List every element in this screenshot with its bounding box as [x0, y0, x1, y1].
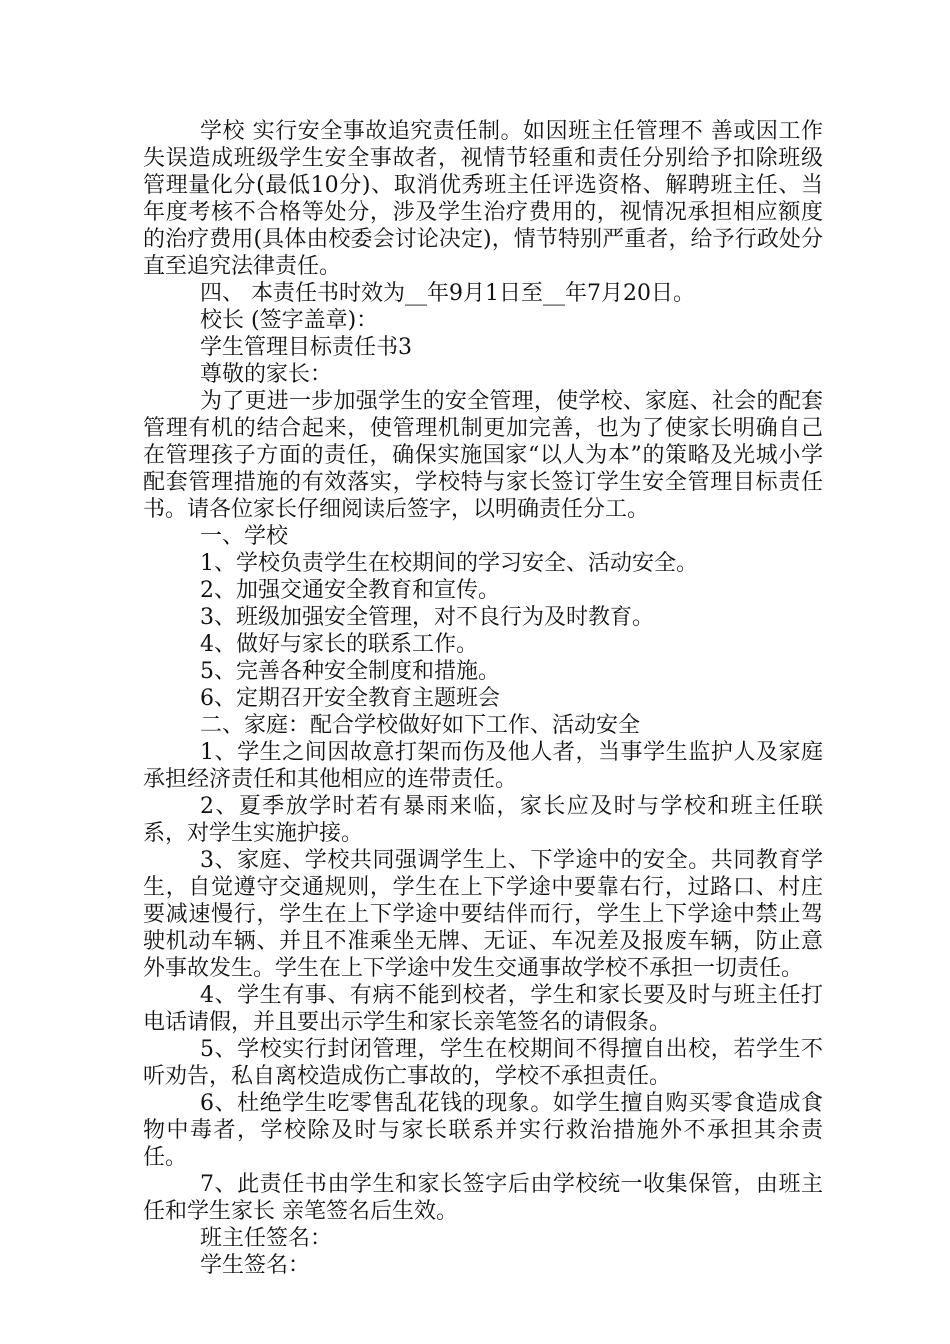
- family-item-6: 6、杜绝学生吃零售乱花钱的现象。如学生擅自购买零食造成食物中毒者，学校除及时与家长联系并实行救治措施外不承担其余责任。: [143, 1091, 823, 1170]
- document-page: [143, 118, 823, 1279]
- school-item-3: 3、班级加强安全管理，对不良行为及时教育。: [200, 605, 654, 630]
- document-subtitle: 学生管理目标责任书3: [200, 335, 412, 360]
- family-item-7: 7、此责任书由学生和家长签字后由学校统一收集保管，由班主任和学生家长 亲笔签名后生效。: [143, 1172, 823, 1224]
- school-item-6: 6、定期召开安全教育主题班会: [200, 686, 500, 711]
- school-item-5: 5、完善各种安全制度和措施。: [200, 659, 500, 684]
- paragraph-principal-signature: 校长 (签字盖章)：: [200, 308, 379, 333]
- family-item-2: 2、夏季放学时若有暴雨来临，家长应及时与学校和班主任联系，对学生实施护接。: [143, 794, 823, 846]
- section-heading-family: 二、家庭：配合学校做好如下工作、活动安全: [200, 713, 641, 738]
- family-item-1: 1、学生之间因故意打架而伤及他人者，当事学生监护人及家庭承担经济责任和其他相应的连带责任。: [143, 740, 823, 792]
- family-item-4: 4、学生有事、有病不能到校者，学生和家长要及时与班主任打电话请假，并且要出示学生和家长亲笔签名的请假条。: [143, 983, 823, 1035]
- paragraph-introduction: 为了更进一步加强学生的安全管理，使学校、家庭、社会的配套管理有机的结合起来，使管理机制更加完善，也为了使家长明确自己在管理孩子方面的责任，确保实施国家“以人为本”的策略及光城小学配套管理措施的有效落实，学校特与家长签订学生安全管理目标责任书。请各位家长仔细阅读后签字，以明确责任分工。: [143, 389, 823, 522]
- school-item-4: 4、做好与家长的联系工作。: [200, 632, 478, 657]
- paragraph-school-liability: 学校 实行安全事故追究责任制。如因班主任管理不 善或因工作失误造成班级学生安全事故者，视情节轻重和责任分别给予扣除班级管理量化分(最低10分)、取消优秀班主任评选资格、解聘班主任、当年度考核不合格等处分，涉及学生治疗费用的，视情况承担相应额度的治疗费用(具体由校委会讨论决定)，情节特别严重者，给予行政处分直至追究法律责任。: [143, 119, 823, 279]
- paragraph-validity-period: 四、 本责任书时效为__年9月1日至__年7月20日。: [200, 281, 695, 306]
- section-heading-school: 一、学校: [200, 524, 289, 549]
- head-teacher-signature-line: 班主任签名：: [200, 1226, 333, 1251]
- family-item-5: 5、学校实行封闭管理，学生在校期间不得擅自出校，若学生不听劝告，私自离校造成伤亡事故的，学校不承担责任。: [143, 1037, 823, 1089]
- school-item-1: 1、学校负责学生在校期间的学习安全、活动安全。: [200, 551, 698, 576]
- family-item-3: 3、家庭、学校共同强调学生上、下学途中的安全。共同教育学生，自觉遵守交通规则，学生在上下学途中要靠右行，过路口、村庄要减速慢行，学生在上下学途中要结伴而行，学生上下学途中禁止驾驶机动车辆、并且不准乘坐无牌、无证、车况差及报废车辆，防止意外事故发生。学生在上下学途中发生交通事故学校不承担一切责任。: [143, 848, 823, 981]
- school-item-2: 2、加强交通安全教育和宣传。: [200, 578, 500, 603]
- paragraph-salutation: 尊敬的家长：: [200, 362, 333, 387]
- student-signature-line: 学生签名：: [200, 1253, 311, 1278]
